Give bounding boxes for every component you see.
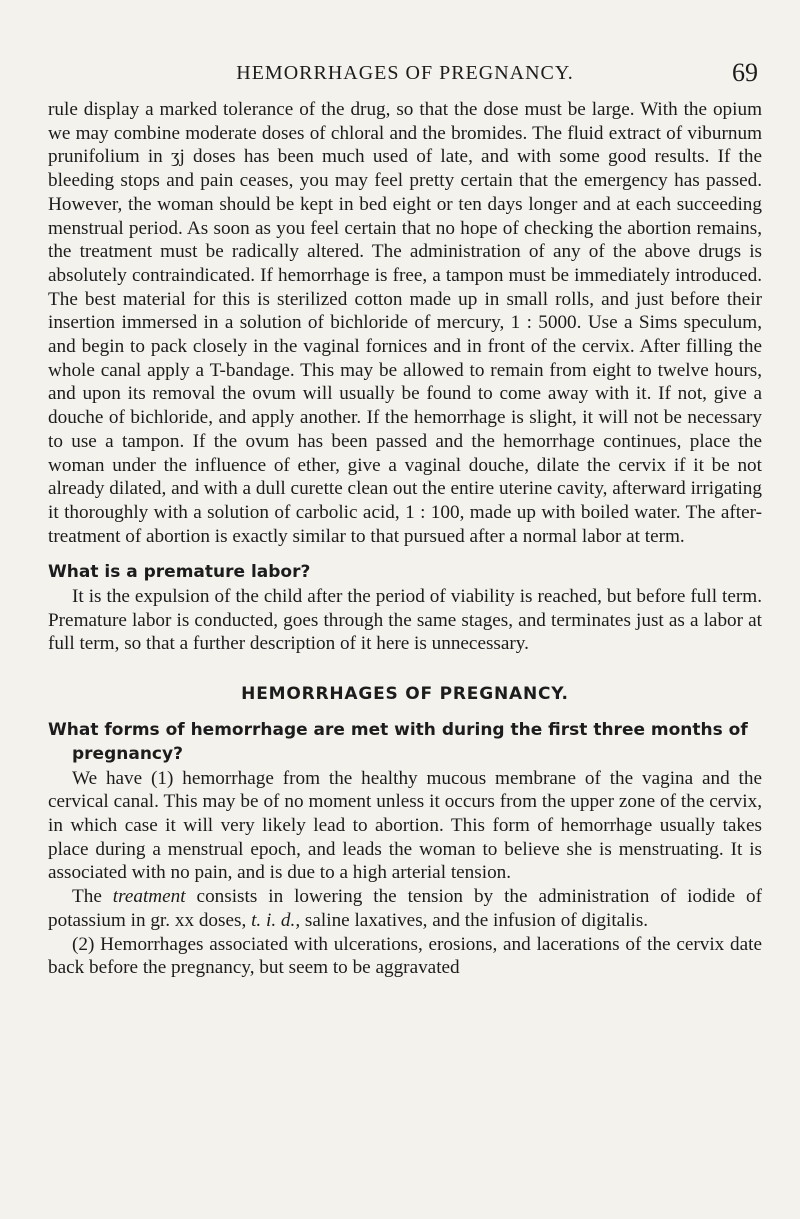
running-title: HEMORRHAGES OF PREGNANCY. — [236, 62, 574, 84]
section-heading: HEMORRHAGES OF PREGNANCY. — [241, 684, 569, 705]
treatment-lead: The — [72, 886, 102, 908]
paragraph-treatment — [48, 885, 762, 932]
treatment-italic: treatment — [112, 886, 186, 908]
question-hemorrhage-forms: What forms of hemorrhage are met with during the first three months of pregnancy? — [48, 720, 748, 764]
paragraph-ulcerations: (2) Hemorrhages associated with ulcerations, erosions, and lacerations of the cervix date back before the pregnancy, but seem to be aggravated — [48, 933, 762, 979]
paragraph-hemorrhage-mucous: We have (1) hemorrhage from the healthy mucous membrane of the vagina and the cervical canal. This may be of no moment unless it occurs from the upper zone of the cervix, in which case it will very likely lead to abortion. This form of hemorrhage usually takes place during a menstrual epoch, and leads the woman to believe she is menstruating. It is associated with no pain, and is due to a high arterial tension. — [48, 767, 762, 884]
paragraph-premature-labor: It is the expulsion of the child after the period of viability is reached, but before full term. Premature labor is conducted, goes through the same stages, and terminates just as a labor at full term, so that a further description of it here is unnecessary. — [48, 586, 762, 655]
running-head — [48, 58, 762, 94]
treatment-tid: t. i. d., — [251, 909, 301, 931]
page-number: 69 — [732, 58, 758, 87]
paragraph-abortion-treatment: rule display a marked tolerance of the drug, so that the dose must be large. With the opium we may combine moderate doses of chloral and the bromides. The fluid extract of viburnum prunifolium in ʒj doses has been much used of late, and with some good results. If the bleeding stops and pain ceases, you may feel pretty certain that the emergency has passed. However, the woman should be kept in bed eight or ten days longer and at each succeeding menstrual period. As soon as you feel certain that no hope of checking the abortion remains, the treatment must be radically altered. The administration of any of the above drugs is absolutely contraindicated. If hemorrhage is free, a tampon must be immediately introduced. The best material for this is sterilized cotton made up in small rolls, and just before their insertion immersed in a solution of bichloride of mercury, 1 : 5000. Use a Sims speculum, and begin to pack closely in the vaginal fornices and in front of the cervix. After filling the whole canal apply a T-bandage. This may be allowed to remain from eight to twelve hours, and upon its removal the ovum will usually be found to come away with it. If not, give a douche of bichloride, and apply another. If the hemorrhage is slight, it will not be necessary to use a tampon. If the ovum has been passed and the hemorrhage continues, place the woman under the influence of ether, give a vaginal douche, dilate the cervix if it be not already dilated, and with a dull curette clean out the entire uterine cavity, afterward irrigating it thoroughly with a solution of carbolic acid, 1 : 100, made up with boiled water. The after-treatment of abortion is exactly similar to that pursued after a normal labor at term. — [48, 99, 762, 547]
treatment-rest: consists in lowering the tension by the administration of iodide of potassium in gr. xx doses, — [48, 886, 763, 931]
treatment-end: saline laxatives, and the infusion of digitalis. — [304, 909, 649, 931]
question-premature-labor: What is a premature labor? — [48, 562, 311, 583]
